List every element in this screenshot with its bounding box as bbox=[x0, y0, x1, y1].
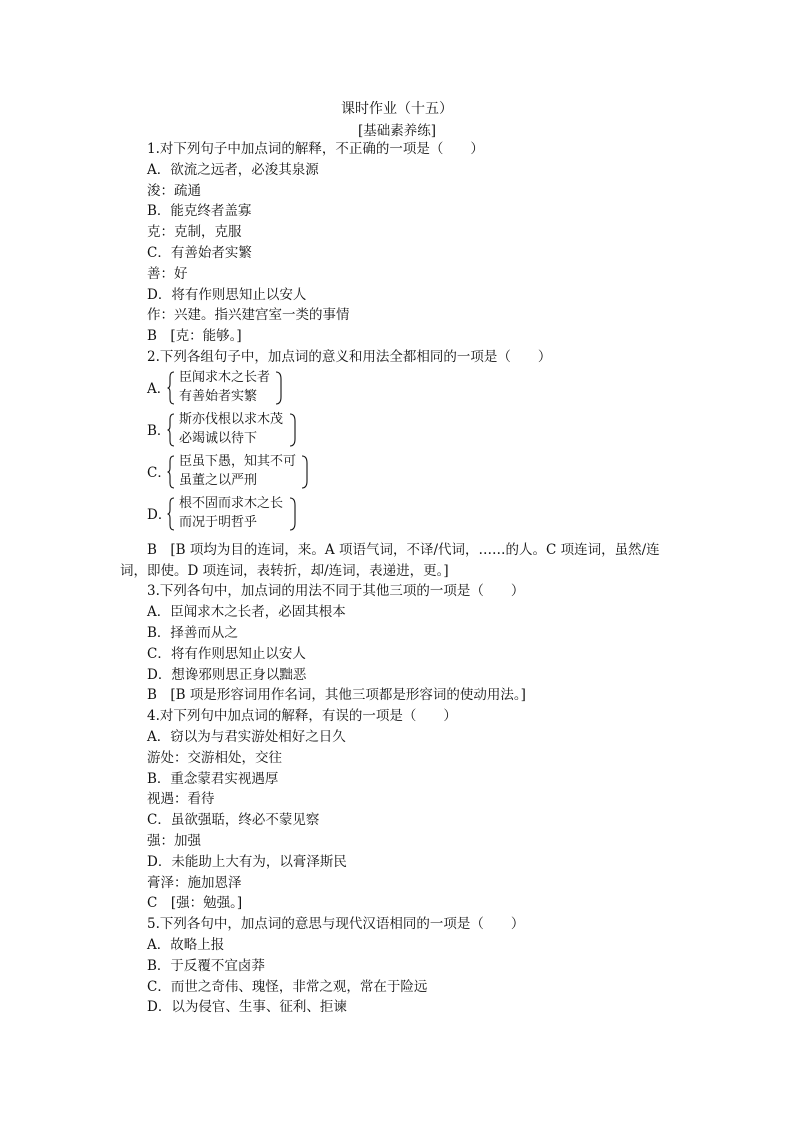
right-bracket-icon bbox=[289, 413, 297, 447]
question-4-line: 游处：交游相处，交往 bbox=[147, 749, 282, 766]
option-line: 虽董之以严刑 bbox=[179, 472, 258, 488]
left-brace-icon bbox=[167, 455, 175, 489]
right-bracket-icon bbox=[301, 455, 309, 489]
answer-line: 词，即使。D 项连词，表转折，却/连词，表递进，更。] bbox=[120, 562, 449, 579]
question-5-line: C．而世之奇伟、瑰怪，非常之观，常在于险远 bbox=[147, 978, 428, 995]
option-line: 必竭诚以待下 bbox=[179, 430, 258, 446]
question-5-line: A．故略上报 bbox=[147, 936, 225, 953]
right-bracket-icon bbox=[275, 371, 283, 405]
question-4-line: 强：加强 bbox=[147, 832, 201, 849]
question-1-line: D．将有作则思知止以安人 bbox=[147, 286, 307, 303]
left-brace-icon bbox=[167, 497, 175, 531]
question-1-line: 善：好 bbox=[147, 265, 188, 282]
question-4-line: C．虽欲强聒，终必不蒙见察 bbox=[147, 812, 320, 829]
option-line: 臣闻求木之长者 bbox=[179, 369, 271, 385]
question-1-line: A．欲流之远者，必浚其泉源 bbox=[147, 161, 319, 178]
page-title: 课时作业（十五） bbox=[341, 101, 453, 117]
question-2-option-a bbox=[147, 368, 687, 410]
left-brace-icon bbox=[167, 371, 175, 405]
option-line: 而况于明哲乎 bbox=[179, 514, 258, 530]
question-1-line: 作：兴建。指兴建宫室一类的事情 bbox=[147, 307, 350, 324]
option-line: 根不固而求木之长 bbox=[179, 495, 284, 511]
page-subtitle: [基础素养练] bbox=[357, 123, 437, 139]
question-2-option-d bbox=[147, 494, 687, 536]
option-label: A． bbox=[147, 380, 171, 397]
question-5-stem: 5.下列各句中，加点词的意思与现代汉语相同的一项是（ ） bbox=[147, 916, 525, 933]
question-4-line: D．未能助上大有为，以膏泽斯民 bbox=[147, 853, 347, 870]
question-4-line: 视遇：看待 bbox=[147, 791, 215, 808]
answer-line: B [B 项均为目的连词，来。A 项语气词，不译/代词，……的人。C 项连词，虽然/连 bbox=[147, 541, 660, 558]
option-label: C． bbox=[147, 464, 171, 481]
question-1-line: 克：克制，克服 bbox=[147, 224, 242, 241]
question-3-line: C．将有作则思知止以安人 bbox=[147, 645, 306, 662]
question-1-line: 浚：疏通 bbox=[147, 182, 201, 199]
option-label: B． bbox=[147, 422, 171, 439]
question-1-line: C．有善始者实繁 bbox=[147, 244, 252, 261]
question-4-stem: 4.对下列句中加点词的解释，有误的一项是（ ） bbox=[147, 708, 457, 725]
question-3-line: A．臣闻求木之长者，必固其根本 bbox=[147, 604, 346, 621]
option-line: 有善始者实繁 bbox=[179, 388, 258, 404]
option-label: D． bbox=[147, 506, 172, 523]
question-3-line: D．想谗邪则思正身以黜恶 bbox=[147, 666, 307, 683]
question-4-answer: C [强：勉强。] bbox=[147, 895, 243, 912]
question-list bbox=[120, 139, 687, 1018]
question-4-line: B．重念蒙君实视遇厚 bbox=[147, 770, 279, 787]
question-1-line: B．能克终者盖寡 bbox=[147, 203, 252, 220]
option-line: 斯亦伐根以求木茂 bbox=[179, 411, 284, 427]
question-2-answer bbox=[120, 540, 687, 582]
question-3-stem: 3.下列各句中，加点词的用法不同于其他三项的一项是（ ） bbox=[147, 583, 525, 600]
question-3-answer: B [B 项是形容词用作名词，其他三项都是形容词的使动用法。] bbox=[147, 687, 526, 704]
option-line: 臣虽下愚，知其不可 bbox=[179, 453, 297, 469]
question-1-answer: B [克：能够。] bbox=[147, 328, 242, 345]
question-2-option-b bbox=[147, 410, 687, 452]
question-3-line: B．择善而从之 bbox=[147, 624, 238, 641]
question-2-option-c bbox=[147, 452, 687, 494]
question-1-stem: 1.对下列句子中加点词的解释，不正确的一项是（ ） bbox=[147, 141, 484, 157]
question-5-line: D．以为侵官、生事、征利、拒谏 bbox=[147, 999, 347, 1016]
right-bracket-icon bbox=[289, 497, 297, 531]
left-brace-icon bbox=[167, 413, 175, 447]
question-4-line: 膏泽：施加恩泽 bbox=[147, 874, 242, 891]
question-5-line: B．于反覆不宜卤莽 bbox=[147, 957, 265, 974]
question-2-stem: 2.下列各组句子中，加点词的意义和用法全都相同的一项是（ ） bbox=[147, 348, 552, 365]
question-4-line: A．窃以为与君实游处相好之日久 bbox=[147, 728, 346, 745]
